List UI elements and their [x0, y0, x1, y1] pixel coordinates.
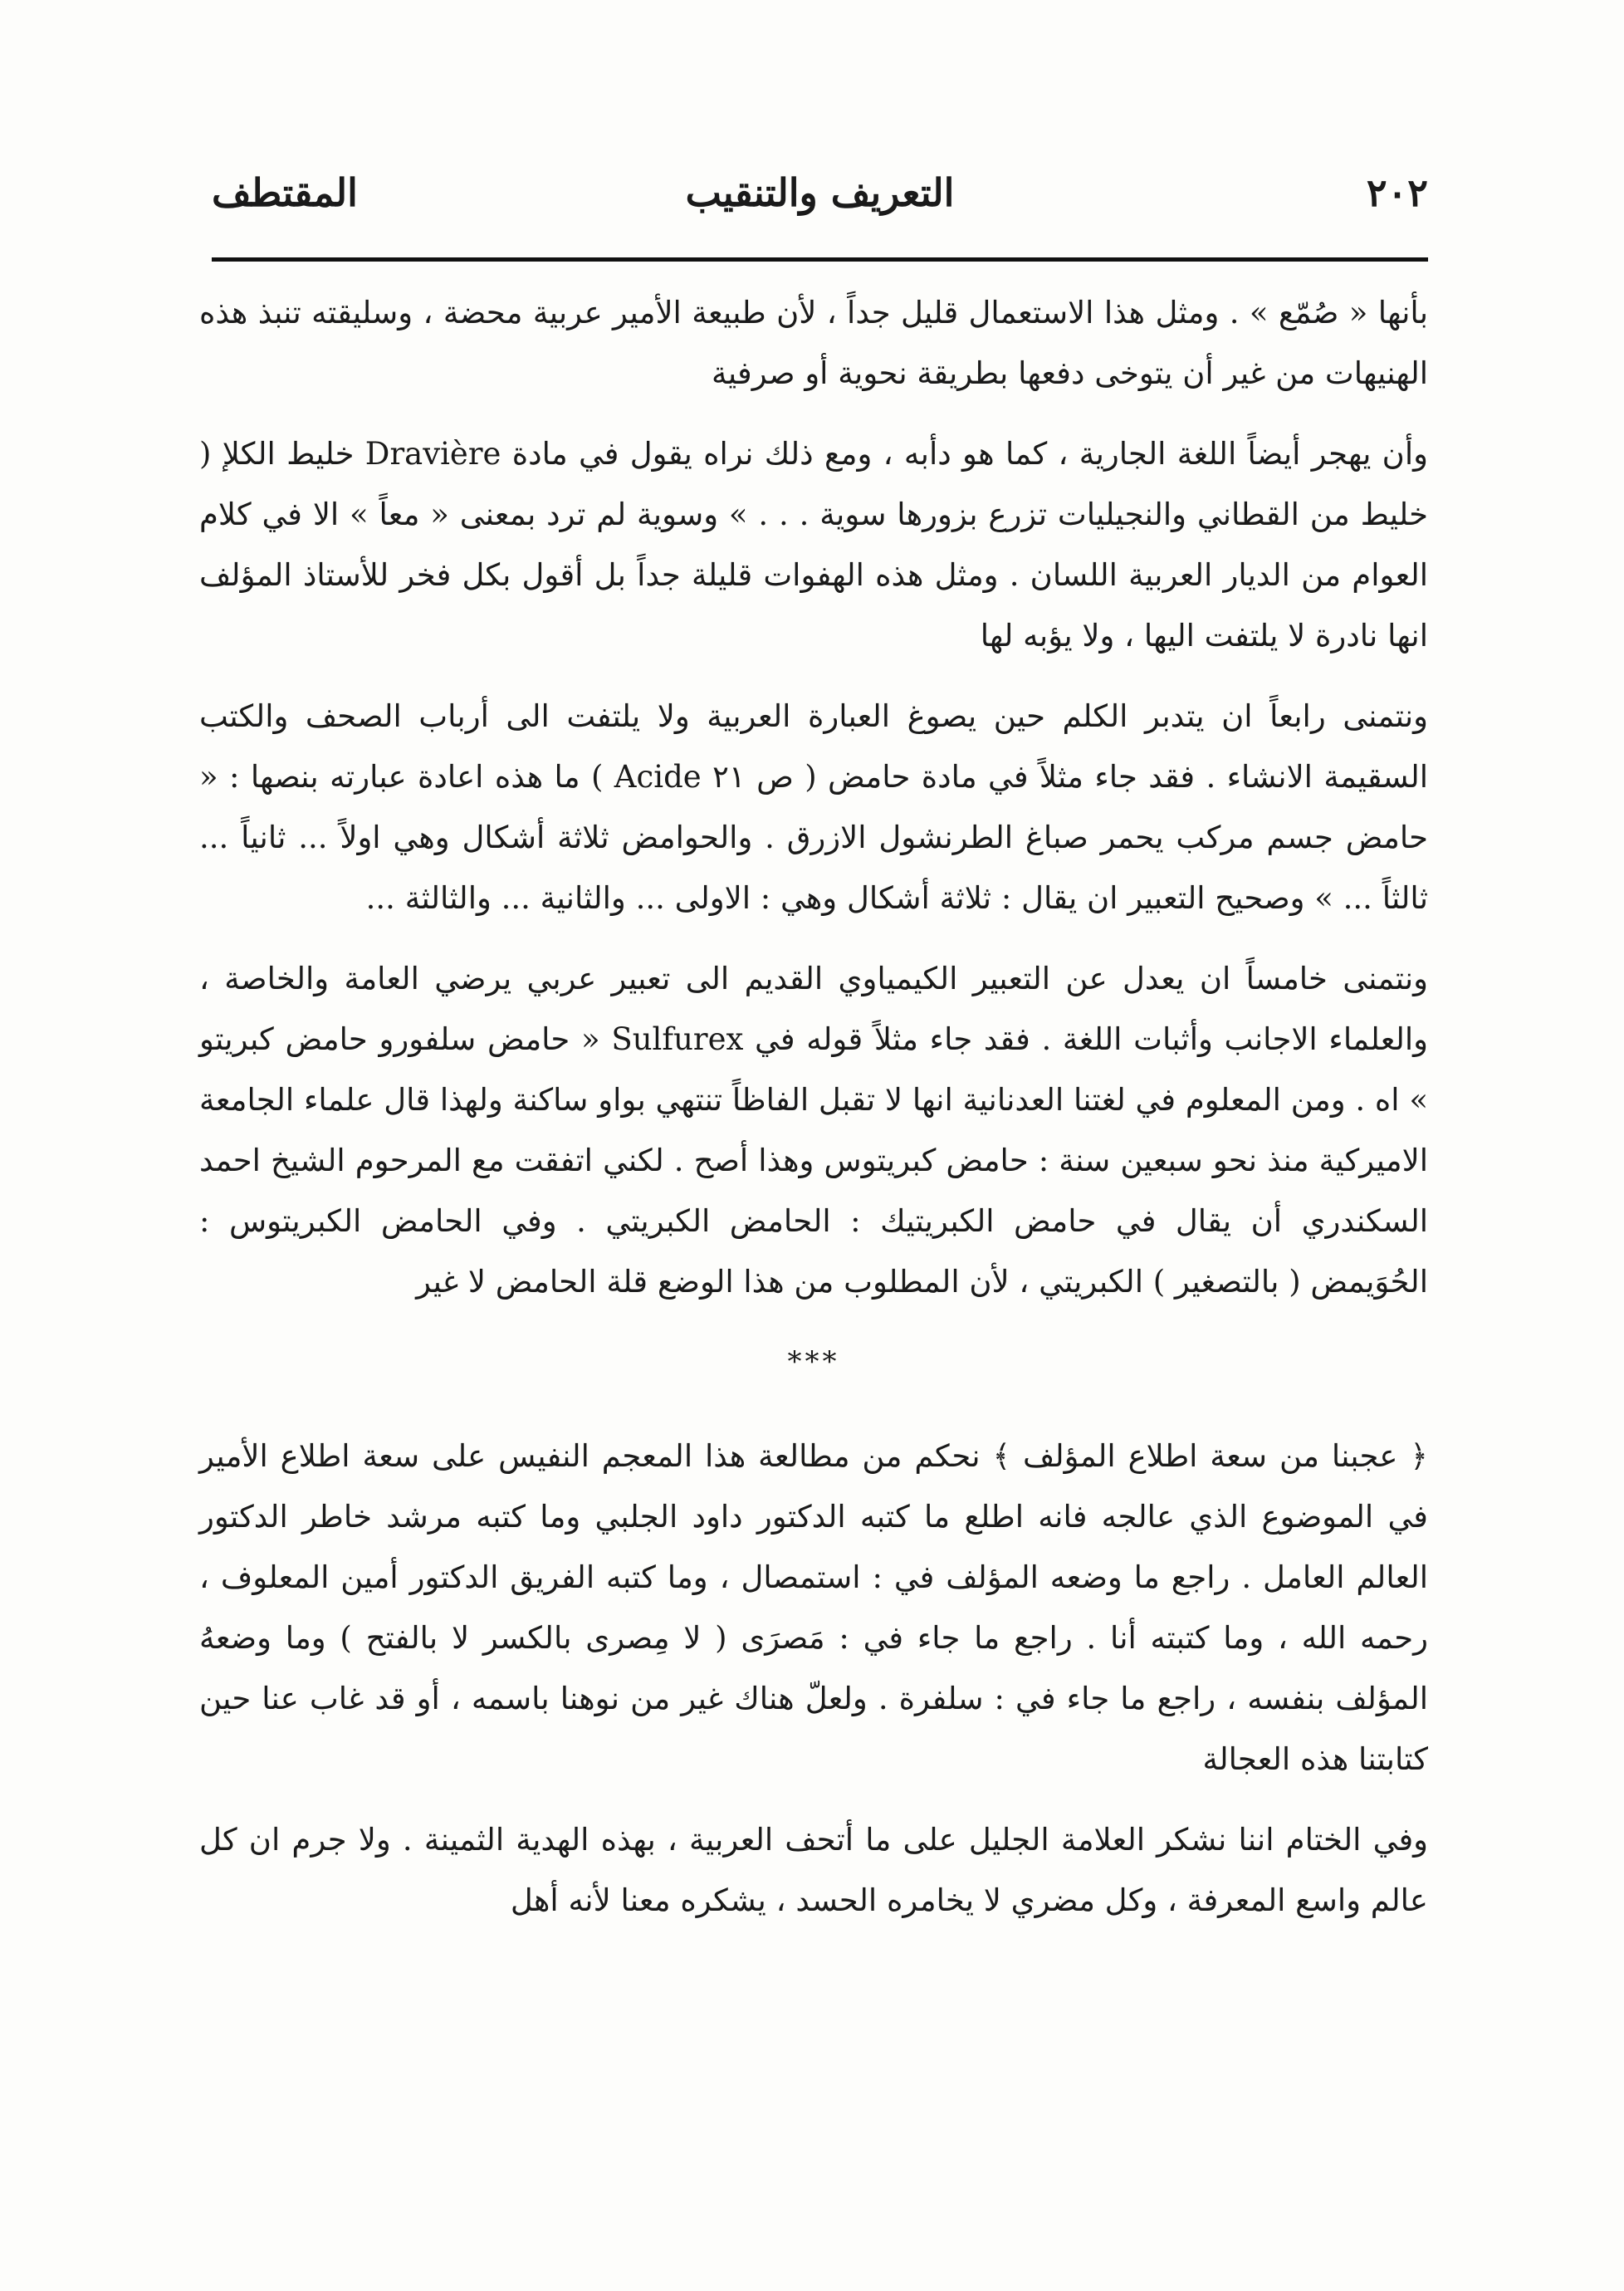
paragraph-4: ونتمنى خامساً ان يعدل عن التعبير الكيمياوي القديم الى تعبير عربي يرضي العامة والخاصة ، والعلماء الاجانب وأثبات اللغة . فقد جاء مثلاً قوله في Sulfurex « حامض سلفورو حامض كبريتو » اه . ومن المعلوم في لغتنا العدنانية انها لا تقبل الفاظاً تنتهي بواو ساكنة ولهذا قال علماء الجامعة الاميركية منذ نحو سبعين سنة : حامض كبريتوس وهذا أصح . لكني اتفقت مع المرحوم الشيخ احمد السكندري أن يقال في حامض الكبريتيك : الحامض الكبريتي . وفي الحامض الكبريتوس : الحُوَيمض ( بالتصغير ) الكبريتي ، لأن المطلوب من هذا الوضع قلة الحامض لا غير	[199, 961, 1429, 1300]
page-number: ٢٠٢	[1366, 170, 1428, 215]
article-body	[199, 282, 1428, 1951]
journal-name: المقتطف	[212, 170, 358, 215]
section-separator: ***	[787, 1345, 840, 1378]
header-rule	[212, 257, 1428, 262]
paragraph-3: ونتمنى رابعاً ان يتدبر الكلم حين يصوغ العبارة العربية ولا يلتفت الى أرباب الصحف والكتب السقيمة الانشاء . فقد جاء مثلاً في مادة حامض ( ص ٢١ Acide ) ما هذه اعادة عبارته بنصها : « حامض جسم مركب يحمر صباغ الطرنشول الازرق . والحوامض ثلاثة أشكال وهي اولاً ... ثانياً ... ثالثاً ... » وصحيح التعبير ان يقال : ثلاثة أشكال وهي : الاولى ... والثانية ... والثالثة ...	[199, 698, 1428, 916]
paragraph-2: وأن يهجر أيضاً اللغة الجارية ، كما هو دأبه ، ومع ذلك نراه يقول في مادة Dravière خليط الكلإ ( خليط من القطاني والنجيليات تزرع بزورها سوية . . . » وسوية لم ترد بمعنى « معاً » الا في كلام العوام من الديار العربية اللسان . ومثل هذه الهفوات قليلة جداً بل أقول بكل فخر للأستاذ المؤلف انها نادرة لا يلتفت اليها ، ولا يؤبه لها	[199, 436, 1428, 654]
section-title: التعريف والتنقيب	[685, 170, 955, 215]
paragraph-6: وفي الختام اننا نشكر العلامة الجليل على ما أتحف العربية ، بهذه الهدية الثمينة . ولا جرم ان كل عالم واسع المعرفة ، وكل مضري لا يخامره الحسد ، يشكره معنا لأنه أهل	[199, 1822, 1428, 1918]
paragraph-5: ﴿ عجبنا من سعة اطلاع المؤلف ﴾ نحكم من مطالعة هذا المعجم النفيس على سعة اطلاع الأمير في الموضوع الذي عالجه فانه اطلع ما كتبه الدكتور داود الجلبي وما كتبه مرشد خاطر الدكتور العالم العامل . راجع ما وضعه المؤلف في : استمصال ، وما كتبه الفريق الدكتور أمين المعلوف ، رحمه الله ، وما كتبته أنا . راجع ما جاء في : مَصرَى ( لا مِصرى بالكسر لا بالفتح ) وما وضعهُ المؤلف بنفسه ، راجع ما جاء في : سلفرة . ولعلّ هناك غير من نوهنا باسمه ، أو قد غاب عنا حين كتابتنا هذه العجالة	[199, 1438, 1428, 1777]
paragraph-1: بأنها « صُمّع » . ومثل هذا الاستعمال قليل جداً ، لأن طبيعة الأمير عربية محضة ، وسليقته تنبذ هذه الهنيهات من غير أن يتوخى دفعها بطريقة نحوية أو صرفية	[199, 295, 1428, 391]
page-header	[212, 170, 1428, 245]
